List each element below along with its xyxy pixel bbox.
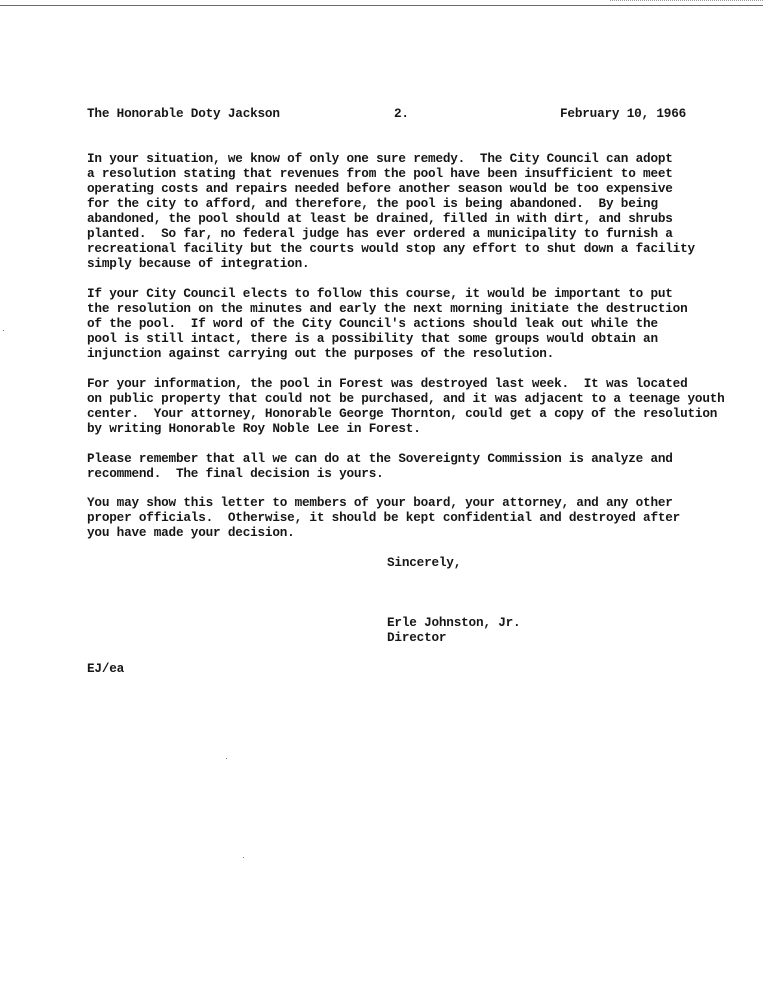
body-line: planted. So far, no federal judge has ever ordered a municipality to furnish a — [87, 226, 673, 241]
body-line: by writing Honorable Roy Noble Lee in Forest. — [87, 421, 421, 436]
body-line: for the city to afford, and therefore, the pool is being abandoned. By being — [87, 196, 658, 211]
closing-salutation: Sincerely, — [387, 555, 462, 570]
signer-name: Erle Johnston, Jr. — [387, 615, 521, 630]
body-line: simply because of integration. — [87, 256, 310, 271]
scan-speck — [243, 857, 244, 858]
body-line: on public property that could not be purchased, and it was adjacent to a teenage youth — [87, 391, 725, 406]
body-line: Please remember that all we can do at the Sovereignty Commission is analyze and — [87, 451, 673, 466]
body-line: In your situation, we know of only one sure remedy. The City Council can adopt — [87, 151, 673, 166]
body-line: you have made your decision. — [87, 525, 295, 540]
top-scan-edge — [0, 5, 763, 6]
body-line: pool is still intact, there is a possibility that some groups would obtain an — [87, 331, 658, 346]
body-line: abandoned, the pool should at least be drained, filled in with dirt, and shrubs — [87, 211, 673, 226]
body-line: recreational facility but the courts would stop any effort to shut down a facility — [87, 241, 695, 256]
body-line: For your information, the pool in Forest was destroyed last week. It was located — [87, 376, 688, 391]
reference-initials: EJ/ea — [87, 661, 125, 676]
letter-date: February 10, 1966 — [560, 106, 687, 121]
body-line: injunction against carrying out the purposes of the resolution. — [87, 346, 555, 361]
signer-title: Director — [387, 630, 447, 645]
top-scan-noise — [610, 0, 763, 4]
body-line: operating costs and repairs needed before another season would be too expensive — [87, 181, 673, 196]
body-line: of the pool. If word of the City Council's actions should leak out while the — [87, 316, 658, 331]
body-line: You may show this letter to members of your board, your attorney, and any other — [87, 495, 673, 510]
body-line: a resolution stating that revenues from the pool have been insufficient to meet — [87, 166, 673, 181]
scan-speck — [3, 330, 4, 331]
recipient-name: The Honorable Doty Jackson — [87, 106, 280, 121]
body-line: If your City Council elects to follow this course, it would be important to put — [87, 286, 673, 301]
body-line: proper officials. Otherwise, it should be kept confidential and destroyed after — [87, 510, 681, 525]
body-line: recommend. The final decision is yours. — [87, 466, 384, 481]
body-line: center. Your attorney, Honorable George Thornton, could get a copy of the resolution — [87, 406, 718, 421]
body-line: the resolution on the minutes and early the next morning initiate the destruction — [87, 301, 688, 316]
page-number: 2. — [394, 106, 409, 121]
scan-speck — [226, 758, 227, 759]
